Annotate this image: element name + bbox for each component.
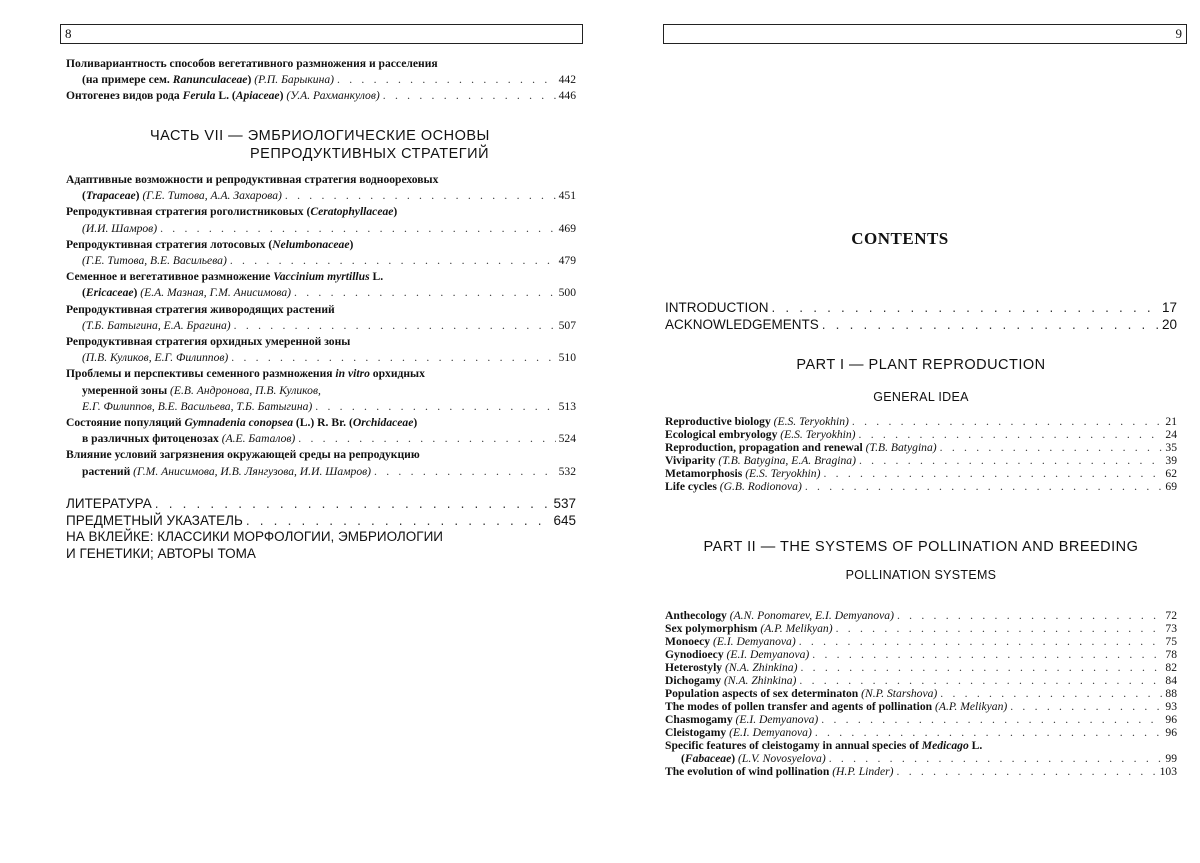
toc-line-text [665,674,796,687]
toc-line-text [66,447,420,463]
toc-line [66,285,576,301]
toc-entry[interactable] [665,661,1177,674]
dot-leader [1010,700,1162,713]
page-number: 500 [558,286,576,300]
entry-author: (П.В. Куликов, Е.Г. Филиппов) [82,351,229,365]
toc-line-text [665,739,982,752]
toc-entry[interactable] [66,546,576,563]
entry-title: Влияние условий загрязнения окружающей среды на репродукцию [66,448,420,462]
toc-line-text [665,454,856,467]
toc-line-text [66,529,443,546]
toc-entry[interactable] [66,204,576,236]
entry-author: (A.P. Melikyan) [757,622,833,635]
toc-line-text [66,366,425,382]
entry-title: Sex polymorphism [665,622,758,635]
toc-entry[interactable] [66,172,576,204]
toc-line-text [66,237,353,253]
entry-author: (А.Е. Баталов) [218,432,296,446]
entry-title: Reproduction, propagation and renewal [665,441,863,454]
page-number: 524 [558,432,576,446]
toc-line-text [82,72,334,88]
entry-title: Адаптивные возможности и репродуктивная стратегия водноореховых [66,173,439,186]
toc-line-text [66,56,438,72]
toc-line [66,318,576,334]
toc-entry[interactable] [665,454,1177,467]
part-i-entries [665,415,1177,493]
toc-line-text [66,269,383,285]
dot-leader [800,661,1162,674]
entry-title: орхидных [369,367,425,381]
dot-leader [155,496,551,513]
entry-author: (У.А. Рахманкулов) [283,89,380,103]
page-number: 96 [1165,726,1177,739]
page-number: 645 [553,512,576,528]
entry-author: (N.A. Zhinkina) [721,674,797,687]
entry-title: Состояние популяций [66,416,185,430]
toc-line-text [82,383,321,399]
contents-title: CONTENTS [851,229,949,248]
toc-line [66,188,576,204]
entry-title: Cleistogamy [665,726,727,739]
dot-leader [383,88,556,104]
part-i-title: PART I — PLANT REPRODUCTION [796,357,1046,373]
entry-author: (N.P. Starshova) [858,687,938,700]
toc-entry[interactable] [66,302,576,334]
dot-leader [298,431,555,447]
dot-leader [829,752,1163,765]
toc-line [66,221,576,237]
page-number: 84 [1165,674,1177,687]
toc-entry[interactable] [66,269,576,301]
page-number: 532 [558,464,576,478]
toc-entry[interactable] [665,467,1177,480]
entry-author: (Г.Е. Титова, В.Е. Васильева) [82,254,227,268]
entry-title: умеренной зоны [82,383,168,397]
toc-line [66,366,576,382]
entry-title: ) [135,189,140,203]
toc-line [66,464,576,480]
page-number: 20 [1161,316,1177,332]
toc-line [66,431,576,447]
dot-leader [859,454,1162,467]
latin-name: in vitro [335,367,370,381]
page-number: 469 [558,221,576,235]
dot-leader [940,687,1162,700]
toc-line-text [665,726,812,739]
toc-line-text [665,700,1007,713]
entry-title: The evolution of wind pollination [665,765,830,778]
dot-leader [815,726,1163,739]
dot-leader [285,188,556,204]
toc-entry[interactable] [665,480,1177,493]
toc-entry[interactable] [66,334,576,366]
toc-line-text [66,172,438,188]
part-ii-entries [665,609,1177,778]
entry-author: (Г.Е. Титова, А.А. Захарова) [139,189,282,203]
entry-author: (T.B. Batygina) [862,441,937,454]
entry-title: Семенное и вегетативное размножение [66,270,274,284]
toc-line-text [665,687,937,700]
toc-line-text [66,302,335,318]
page-number: 35 [1165,441,1177,454]
entry-author: Е.Г. Филиппов, В.Е. Васильева, Т.Б. Батыгина) [82,399,313,413]
dot-leader [772,300,1159,317]
toc-line [66,172,576,188]
toc-line-text [66,546,256,563]
latin-name: Fabaceae [684,752,732,765]
entry-author: (H.P. Linder) [829,765,894,778]
right-page-header [663,24,1187,44]
latin-name: Medicago [921,739,969,752]
toc-entry[interactable] [665,441,1177,454]
toc-line-text [665,609,894,622]
dot-leader [859,428,1163,441]
toc-line [66,269,576,285]
entry-author: (Р.П. Барыкина) [251,73,334,87]
dot-leader [799,674,1162,687]
entry-title: Life cycles [665,480,717,493]
entry-author: (E.I. Demyanova) [723,648,810,661]
toc-entry[interactable] [66,88,576,104]
toc-entry[interactable] [665,687,1177,700]
dot-leader [160,221,556,237]
entry-title: Онтогенез видов рода [66,89,183,103]
toc-line [66,334,576,350]
intro-entries [665,300,1177,333]
entry-title: ) [349,237,354,251]
entry-title: (L.) R. Br. ( [293,416,353,430]
dot-leader [315,399,555,415]
toc-line-text [665,317,819,334]
toc-entry[interactable] [66,237,576,269]
entry-author: (Е.В. Андронова, П.В. Куликов, [167,383,321,397]
dot-leader [230,253,556,269]
toc-entry[interactable] [66,513,576,530]
entry-title: Dichogamy [665,674,722,687]
entry-title: Поливариантность способов вегетативного размножения и расселения [66,57,438,70]
page-number: 78 [1165,648,1177,661]
dot-leader [821,713,1162,726]
toc-line-text [66,334,350,350]
toc-line-text [665,300,769,317]
toc-line [66,447,576,463]
page-number: 513 [558,399,576,413]
entry-title: ) [731,752,736,765]
toc-entry[interactable] [665,752,1177,765]
dot-leader [823,467,1162,480]
entry-title: Specific features of cleistogamy in annual species of [665,739,922,752]
entry-author: (Е.А. Мазная, Г.М. Анисимова) [137,286,292,300]
page-number: 69 [1165,480,1177,493]
toc-line-text [66,415,417,431]
entry-title: ) [133,286,138,300]
entry-title: Репродуктивная стратегия живородящих растений [66,302,335,316]
entry-title: Population aspects of sex determinaton [665,687,859,700]
toc-line-text [82,221,157,237]
dot-leader [836,622,1163,635]
toc-line-text [665,635,796,648]
dot-leader [234,318,556,334]
entry-title: INTRODUCTION [665,300,769,315]
toc-line-text [665,713,818,726]
entry-title: ) [279,89,284,103]
entry-title: Metamorphosis [665,467,743,480]
toc-line [66,88,576,104]
latin-name: Orchidaceae [352,416,414,430]
entry-author: (A.N. Ponomarev, E.I. Demyanova) [726,609,894,622]
toc-line [66,204,576,220]
dot-leader [374,464,556,480]
dot-leader [805,480,1163,493]
entry-title: (на примере сем. [82,73,173,87]
dot-leader [294,285,556,301]
entry-author: (E.I. Demyanova) [726,726,812,739]
page-number: 72 [1165,609,1177,622]
toc-line-text [66,513,243,530]
entry-title: Reproductive biology [665,415,771,428]
entry-title: растений [82,464,131,478]
entry-title: Репродуктивная стратегия орхидных умеренной зоны [66,335,351,349]
page-number: 451 [558,189,576,203]
toc-entry[interactable] [665,674,1177,687]
entry-title: L. ( [215,89,236,103]
toc-line-text [82,285,291,301]
toc-line [66,415,576,431]
dot-leader [852,415,1163,428]
part-vii-title-line2: РЕПРОДУКТИВНЫХ СТРАТЕГИЙ [250,146,489,162]
entry-title: ( [82,286,86,300]
dot-leader [940,441,1163,454]
toc-line-text [82,464,371,480]
latin-name: Ferula [182,89,216,103]
toc-entry[interactable] [665,428,1177,441]
toc-line-text [82,253,227,269]
entry-title: L. [369,270,384,284]
toc-entry[interactable] [665,317,1177,334]
page-number: 24 [1165,428,1177,441]
entry-title: Проблемы и перспективы семенного размножения [66,367,336,381]
latin-name: Ranunculaceae [172,73,248,87]
dot-leader [897,609,1162,622]
toc-line-text [66,88,380,104]
entry-author: (E.S. Teryokhin) [770,415,849,428]
toc-entry[interactable] [66,529,576,546]
toc-line [66,350,576,366]
entry-author: (Т.Б. Батыгина, Е.А. Брагина) [82,318,231,332]
page-number: 479 [558,254,576,268]
page-number: 99 [1165,752,1177,765]
page-number: 446 [558,89,576,103]
toc-entry[interactable] [665,765,1177,778]
entry-title: ( [82,189,86,203]
entry-title: И ГЕНЕТИКИ; АВТОРЫ ТОМА [66,545,256,561]
page-number: 82 [1165,661,1177,674]
dot-leader [799,635,1163,648]
page-number: 103 [1159,765,1177,778]
dot-leader [246,513,551,530]
toc-entry[interactable] [66,447,576,479]
entry-author: (E.I. Demyanova) [710,635,796,648]
dot-leader [231,350,555,366]
toc-entry[interactable] [665,622,1177,635]
entry-title: ПРЕДМЕТНЫЙ УКАЗАТЕЛЬ [66,512,243,528]
page-number: 39 [1165,454,1177,467]
entry-title: L. [968,739,983,752]
entry-author: (E.S. Teryokhin) [777,428,856,441]
toc-line [66,253,576,269]
toc-entry[interactable] [665,300,1177,317]
toc-line [66,72,576,88]
page-number: 21 [1165,415,1177,428]
toc-line-text [665,467,820,480]
page-number: 17 [1161,300,1177,315]
page-number: 507 [558,318,576,332]
latin-name: Vaccinium myrtillus [273,270,370,284]
entry-title: ЛИТЕРАТУРА [66,496,152,511]
entry-title: ) [247,73,252,87]
toc-entry[interactable] [665,415,1177,428]
toc-line-text [665,648,809,661]
entry-title: в различных фитоценозах [82,432,219,446]
part-ii-title: PART II — THE SYSTEMS OF POLLINATION AND BREEDING [703,539,1139,555]
left-top-entries [66,56,576,105]
entry-title: Репродуктивная стратегия лотосовых ( [66,237,273,251]
latin-name: Ceratophyllaceae [310,205,394,219]
toc-entry[interactable] [665,700,1177,713]
page-number: 442 [558,73,576,87]
entry-title: ) [393,205,398,219]
entry-author: (Г.М. Анисимова, И.В. Лянгузова, И.И. Шамров) [130,464,372,478]
latin-name: Ericaceae [85,286,134,300]
toc-entry[interactable] [66,56,576,88]
left-page-number: 8 [65,26,72,41]
toc-line [66,56,576,72]
page-number: 93 [1165,700,1177,713]
toc-entry[interactable] [66,366,576,415]
dot-leader [337,72,556,88]
entry-title: ) [413,416,418,430]
toc-line-text [681,752,826,765]
latin-name: Nelumbonaceae [272,237,350,251]
entry-author: (N.A. Zhinkina) [722,661,798,674]
toc-entry[interactable] [665,726,1177,739]
left-back-matter [66,496,576,562]
left-toc-entries [66,172,576,480]
part-vii-title [60,127,576,163]
latin-name: Trapaceae [85,189,136,203]
part-i-subtitle: GENERAL IDEA [873,390,969,404]
toc-line-text [665,415,849,428]
toc-entry[interactable] [66,415,576,447]
toc-line [66,383,576,399]
entry-title: НА ВКЛЕЙКЕ: КЛАССИКИ МОРФОЛОГИИ, ЭМБРИОЛОГИИ [66,529,443,544]
dot-leader [812,648,1162,661]
page-number: 73 [1165,622,1177,635]
entry-author: (T.B. Batygina, E.A. Bragina) [715,454,856,467]
entry-title: Monoecy [665,635,711,648]
toc-entry[interactable] [665,635,1177,648]
toc-line-text [665,480,802,493]
entry-title: Репродуктивная стратегия роголистниковых ( [66,205,311,219]
page-number: 75 [1165,635,1177,648]
toc-line-text [665,661,797,674]
toc-line [66,302,576,318]
toc-line-text [665,428,856,441]
entry-author: (L.V. Novosyelova) [735,752,826,765]
right-page-number: 9 [1175,26,1182,41]
toc-line [66,399,576,415]
page-number: 62 [1165,467,1177,480]
toc-entry[interactable] [665,609,1177,622]
page-number: 537 [553,496,576,511]
toc-line [66,237,576,253]
toc-line-text [665,441,937,454]
entry-title: ( [681,752,685,765]
part-vii-title-line1: ЧАСТЬ VII — ЭМБРИОЛОГИЧЕСКИЕ ОСНОВЫ [150,128,490,144]
entry-author: (E.I. Demyanova) [732,713,819,726]
left-page-header [60,24,583,44]
entry-title: Ecological embryology [665,428,778,441]
page-number: 96 [1165,713,1177,726]
latin-name: Apiaceae [235,89,280,103]
entry-author: (E.S. Teryokhin) [742,467,821,480]
latin-name: Gymnadenia conopsea [184,416,294,430]
entry-author: (G.B. Rodionova) [716,480,802,493]
entry-title: Heterostyly [665,661,723,674]
toc-entry[interactable] [665,739,1177,752]
entry-title: Anthecology [665,609,727,622]
toc-entry[interactable] [665,713,1177,726]
dot-leader [822,317,1159,334]
toc-line-text [665,622,833,635]
page-number: 510 [558,351,576,365]
entry-author: (A.P. Melikyan) [932,700,1008,713]
dot-leader [897,765,1157,778]
toc-line-text [82,431,295,447]
entry-title: Gynodioecy [665,648,724,661]
entry-title: Chasmogamy [665,713,733,726]
page-number: 88 [1165,687,1177,700]
toc-line-text [66,496,152,513]
toc-entry[interactable] [665,648,1177,661]
part-ii-subtitle: POLLINATION SYSTEMS [845,568,997,582]
entry-author: (И.И. Шамров) [82,221,158,235]
toc-line-text [66,204,397,220]
toc-line-text [82,188,282,204]
toc-line-text [82,399,312,415]
entry-title: The modes of pollen transfer and agents of pollination [665,700,933,713]
entry-title: Viviparity [665,454,716,467]
toc-line-text [665,765,894,778]
toc-entry[interactable] [66,496,576,513]
entry-title: ACKNOWLEDGEMENTS [665,316,819,332]
toc-line-text [82,350,228,366]
toc-line-text [82,318,231,334]
